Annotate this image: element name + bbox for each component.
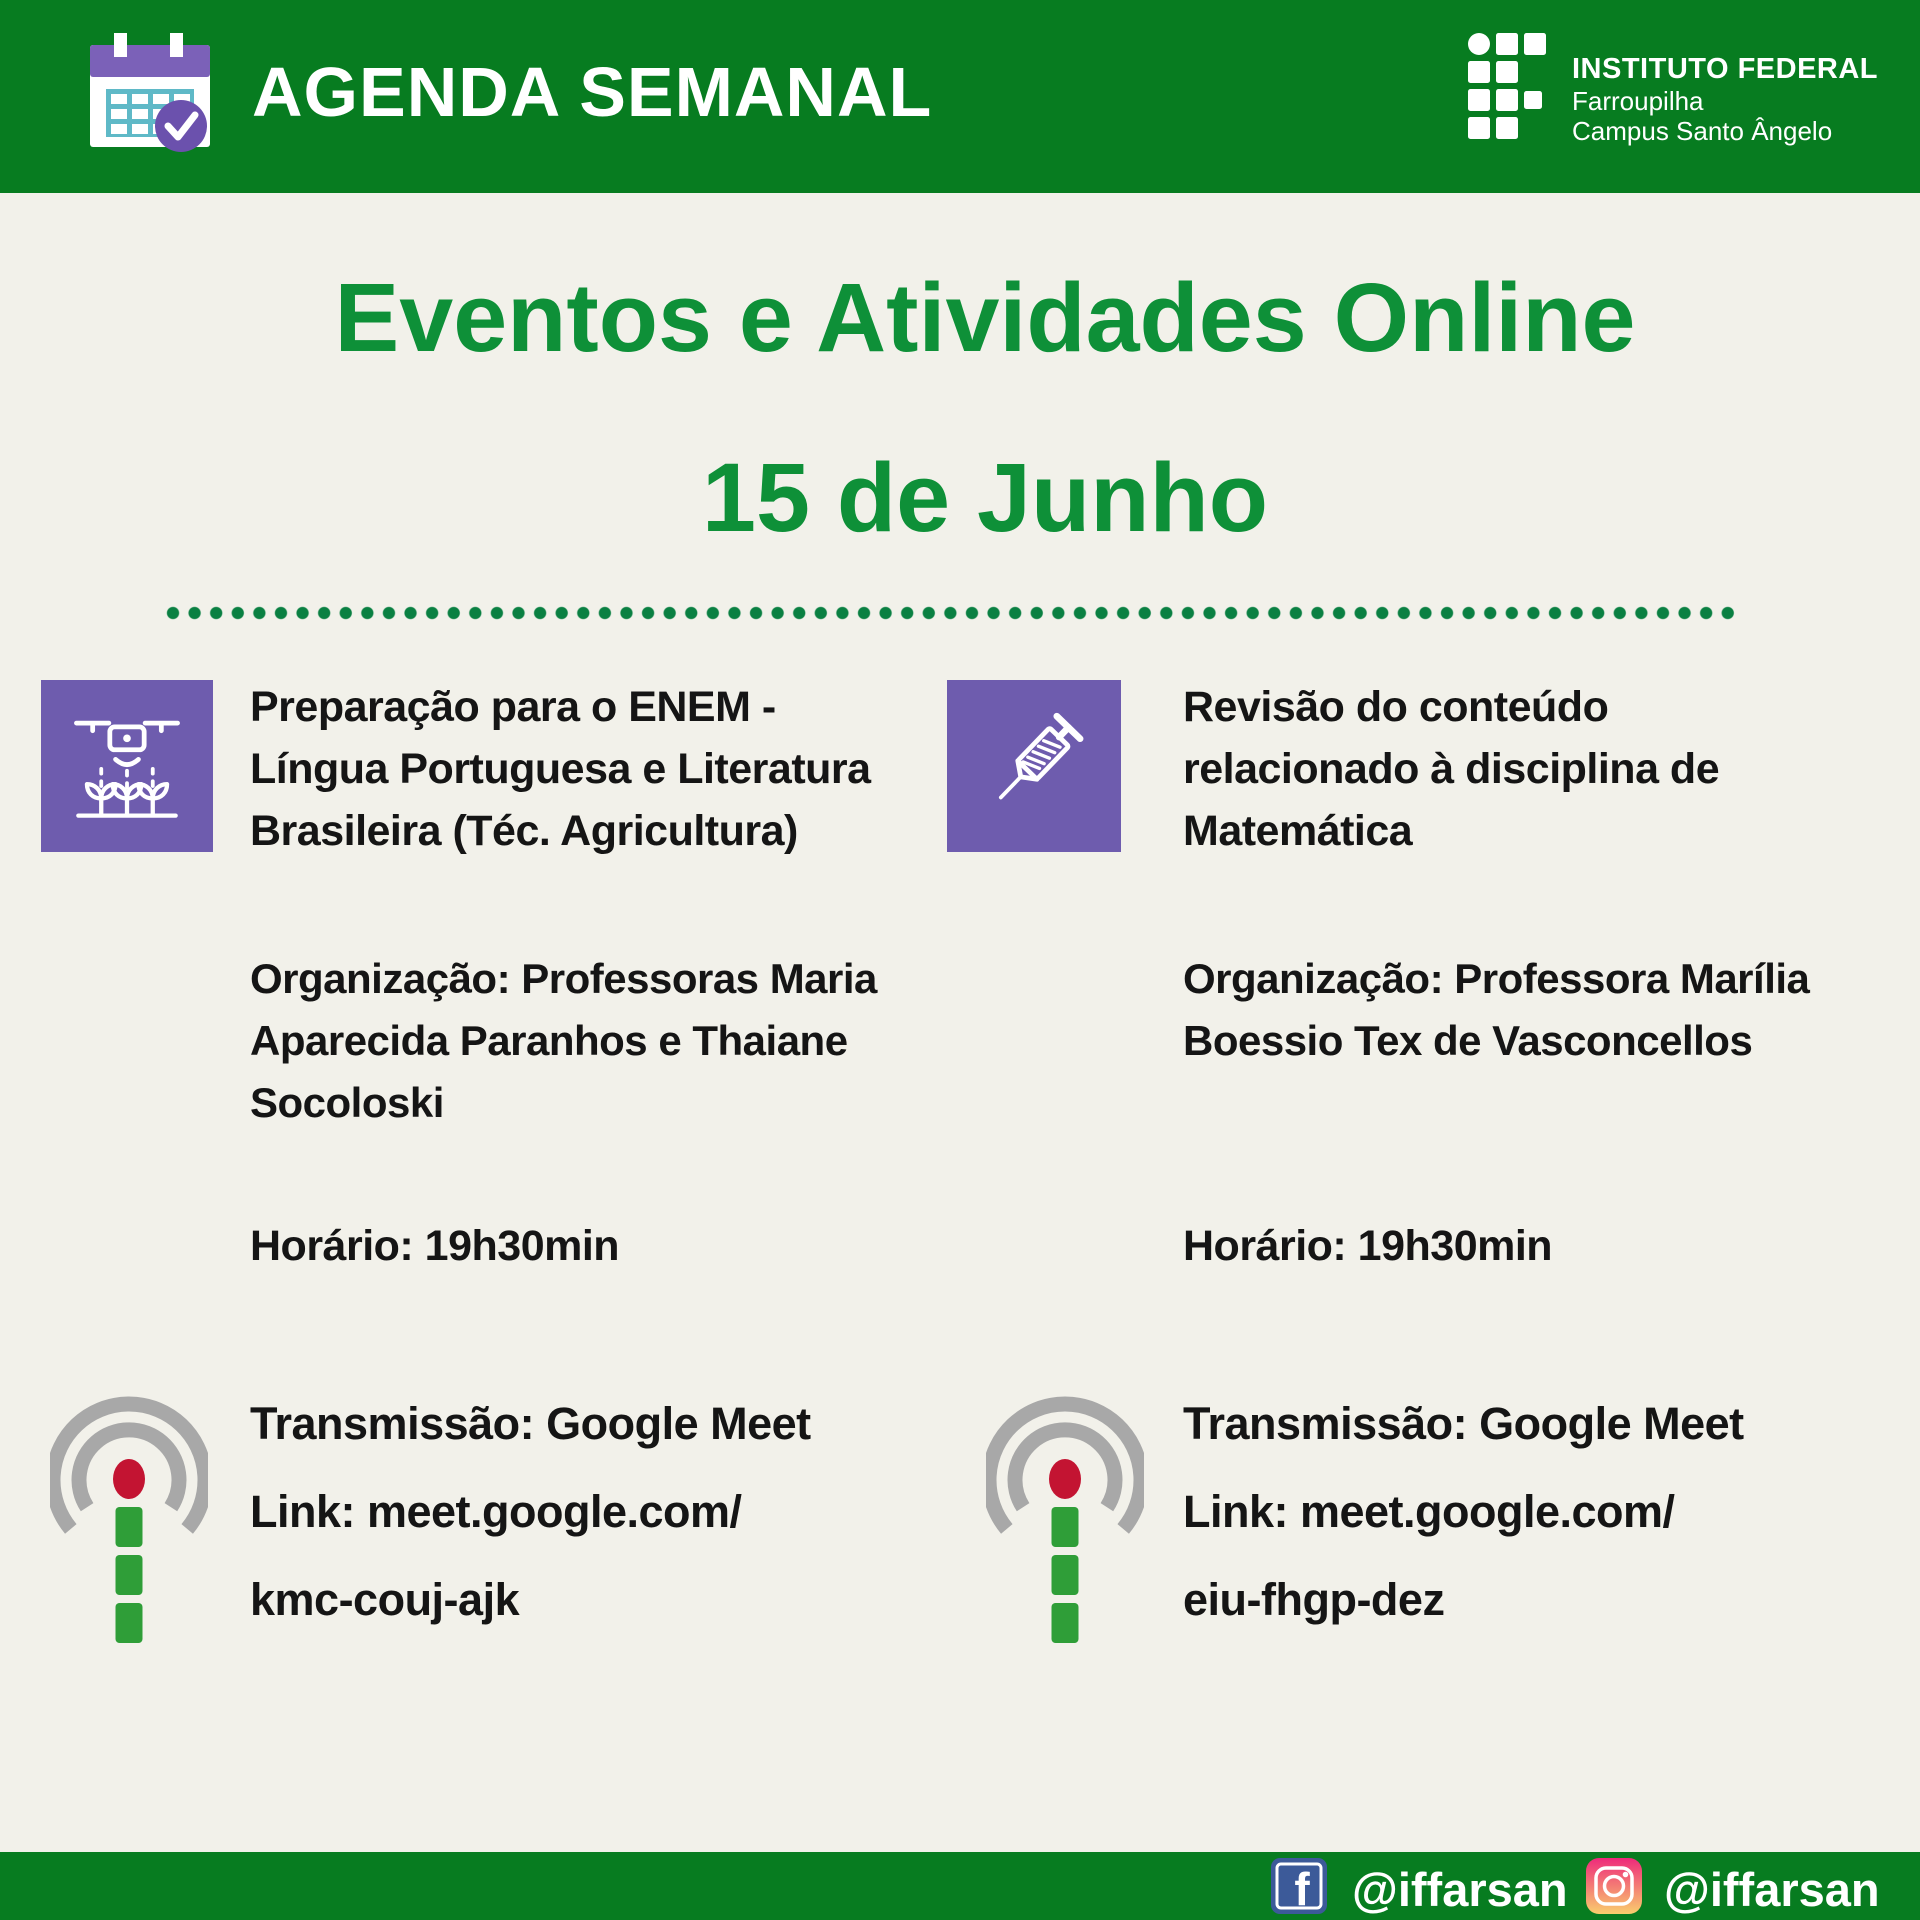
event1-meet-code: kmc-couj-ajk [250,1574,520,1625]
event2-transmission: Transmissão: Google Meet Link: meet.google.com/ eiu-fhgp-dez [1183,1380,1744,1644]
broadcast-antenna-icon [986,1376,1144,1652]
event2-organization: Organização: Professora Marília Boessio Tex de Vasconcellos [1183,955,1810,1064]
svg-text:f: f [1294,1863,1310,1914]
facebook-handle: @iffarsan [1352,1863,1568,1916]
brand-name: INSTITUTO FEDERAL [1572,53,1879,85]
instituto-federal-logo-icon [1468,33,1550,141]
event1-organization: Organização: Professoras Maria Aparecida Paranhos e Thaiane Socoloski [250,955,877,1126]
calendar-check-icon [84,33,216,153]
event2-icon-box [947,680,1121,852]
event2-time: Horário: 19h30min [1183,1222,1553,1270]
header-bar [0,0,1920,193]
drone-agriculture-icon [65,704,189,828]
facebook-icon [1271,1858,1327,1914]
main-title-line1: Eventos e Atividades Online [334,263,1636,372]
brand-subname: Farroupilha [1572,86,1704,116]
broadcast-antenna-icon [50,1376,208,1652]
brand-campus: Campus Santo Ângelo [1572,116,1833,146]
instagram-icon [1586,1858,1642,1914]
page-title: AGENDA SEMANAL [252,53,933,131]
event2-title: Revisão do conteúdo relacionado à disciplina de Matemática [1183,683,1720,855]
instagram-handle: @iffarsan [1664,1863,1880,1916]
event2-meet-code: eiu-fhgp-dez [1183,1574,1445,1625]
event1-icon-box [41,680,213,852]
syringe-icon [972,704,1096,828]
event2-meet-link: Link: meet.google.com/ [1183,1486,1675,1537]
event1-title: Preparação para o ENEM - Língua Portuguesa e Literatura Brasileira (Téc. Agricultura) [250,683,871,855]
main-title-line2: 15 de Junho [702,443,1268,552]
event1-transmission: Transmissão: Google Meet Link: meet.google.com/ kmc-couj-ajk [250,1380,811,1644]
event1-time: Horário: 19h30min [250,1222,620,1270]
dotted-divider [166,606,1741,620]
brand-text [1572,53,1878,146]
event1-meet-link: Link: meet.google.com/ [250,1486,742,1537]
